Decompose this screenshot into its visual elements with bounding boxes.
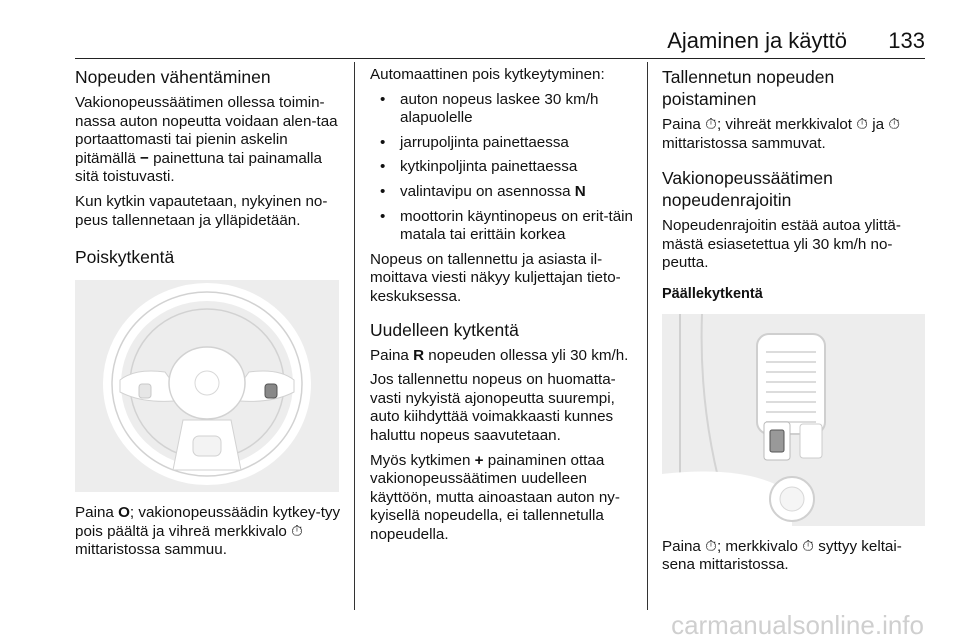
text: Paina bbox=[75, 504, 119, 522]
heading-speed-reduction: Nopeuden vähentäminen bbox=[75, 67, 271, 87]
paragraph: Kun kytkin vapautetaan, nykyinen no-peus tallennetaan ja ylläpidetään. bbox=[75, 192, 328, 229]
speedometer-icon: ⏱ bbox=[888, 116, 901, 133]
list-item bbox=[370, 183, 640, 202]
speedometer-icon: ⏱ bbox=[802, 537, 815, 555]
paragraph: Nopeudenrajoitin estää autoa ylittä-mästä esiasetettua yli 30 km/h no-peutta. bbox=[662, 217, 901, 272]
column-3 bbox=[662, 66, 927, 581]
paragraph bbox=[75, 94, 345, 187]
list-item: • auton nopeus laskee 30 km/h alapuolelle bbox=[370, 91, 640, 128]
heading-reactivation: Uudelleen kytkentä bbox=[370, 319, 519, 340]
text: Paina bbox=[370, 346, 414, 364]
paragraph bbox=[75, 504, 345, 560]
list-item: • jarrupoljinta painettaessa bbox=[370, 134, 640, 153]
column-divider bbox=[647, 62, 648, 610]
plus-symbol: + bbox=[474, 451, 484, 469]
text: painettuna tai painamalla sitä toistuvasti. bbox=[75, 149, 322, 186]
text: ; vakionopeussäädin kytkey-tyy pois päältä ja vihreä merkkivalo bbox=[75, 504, 341, 540]
page-number: 133 bbox=[888, 28, 925, 53]
steering-wheel-illustration bbox=[75, 280, 339, 492]
paragraph: Automaattinen pois kytkeytyminen: bbox=[370, 66, 605, 83]
text: painaminen ottaa vakionopeussäätimen uudelleen käyttöön, mutta ainoastaan auton ny-kyisellä nopeudella, ei tallennetulla nopeudella. bbox=[370, 451, 620, 543]
heading-switch-on: Päällekytkentä bbox=[662, 285, 763, 302]
steering-wheel-icon bbox=[75, 280, 339, 492]
resume-r-symbol: R bbox=[413, 346, 425, 364]
paragraph: Nopeus on tallennettu ja asiasta il-moittava viesti näkyy kuljettajan tieto-keskuksessa. bbox=[370, 250, 621, 305]
text: ja bbox=[868, 116, 889, 133]
page-header bbox=[75, 22, 925, 53]
text: mittaristossa sammuu. bbox=[75, 541, 227, 559]
heading-speed-limiter: Vakionopeussäätimen nopeudenrajoitin bbox=[662, 168, 833, 211]
speedometer-icon: ⏱ bbox=[291, 522, 303, 540]
speedometer-icon: ⏱ bbox=[705, 116, 717, 133]
paragraph bbox=[662, 538, 927, 575]
header-rule bbox=[75, 58, 925, 59]
column-divider bbox=[354, 62, 355, 610]
text: ; vihreät merkkivalot bbox=[716, 116, 857, 133]
list-item: • moottorin käyntinopeus on erit-täin matala tai erittäin korkea bbox=[370, 208, 640, 245]
paragraph bbox=[662, 116, 927, 153]
text: syttyy keltai-sena mittaristossa. bbox=[662, 537, 902, 574]
text: nopeuden ollessa yli 30 km/h. bbox=[424, 346, 629, 364]
dashboard-switch-illustration bbox=[662, 314, 925, 526]
bullet-list bbox=[370, 91, 640, 245]
paragraph bbox=[370, 452, 640, 545]
text: Paina bbox=[662, 537, 706, 555]
paragraph: Jos tallennettu nopeus on huomatta-vasti nykyistä ajonopeutta suurempi, auto kiihdyttää voimakkaasti kunnes haluttu nopeus saavutetaan. bbox=[370, 371, 616, 444]
section-title: Ajaminen ja käyttö bbox=[667, 28, 847, 53]
heading-switch-off: Poiskytkentä bbox=[75, 247, 175, 268]
heading-clear-stored-speed: Tallennetun nopeuden poistaminen bbox=[662, 67, 835, 109]
speedometer-icon: ⏱ bbox=[856, 116, 869, 133]
text: Vakionopeussäätimen ollessa toimin-nassa auton nopeutta voidaan alen-taa portaattomasti tai pienin askelin pitämällä bbox=[75, 94, 338, 167]
speedometer-icon: ⏱ bbox=[705, 537, 717, 555]
dashboard-switch-icon bbox=[662, 314, 925, 526]
cancel-o-symbol: O bbox=[118, 504, 130, 522]
neutral-n-symbol: N bbox=[574, 182, 586, 200]
list-item: • kytkinpoljinta painettaessa bbox=[370, 158, 640, 177]
text: ; merkkivalo bbox=[716, 537, 803, 555]
watermark: carmanualsonline.info bbox=[671, 610, 924, 640]
text: mittaristossa sammuvat. bbox=[662, 134, 826, 152]
column-2 bbox=[370, 66, 640, 550]
text: Myös kytkimen bbox=[370, 451, 475, 469]
minus-symbol: − bbox=[140, 149, 149, 167]
column-1 bbox=[75, 66, 345, 566]
text: Paina bbox=[662, 116, 706, 133]
paragraph bbox=[370, 347, 640, 366]
text: valintavipu on asennossa bbox=[400, 182, 575, 200]
